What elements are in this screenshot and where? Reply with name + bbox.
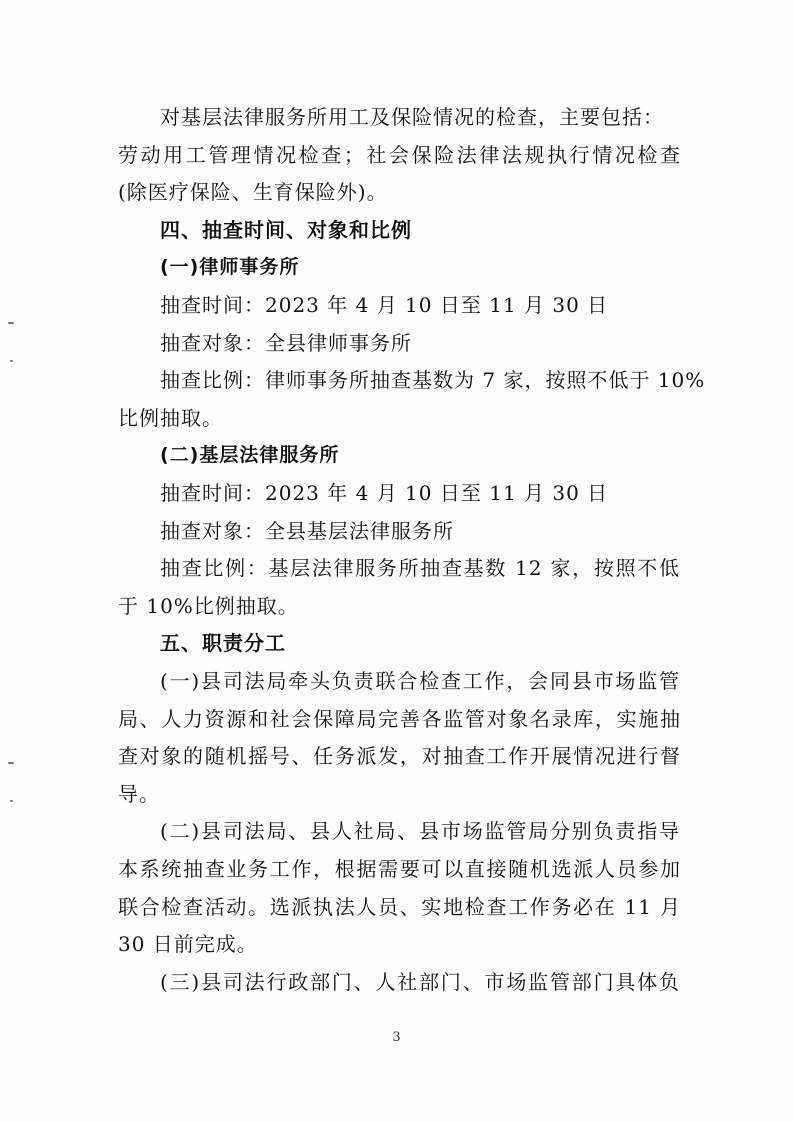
text-line: 抽查对象：全县基层法律服务所 bbox=[160, 518, 454, 543]
scan-mark bbox=[8, 322, 14, 324]
page-number: 3 bbox=[392, 1030, 401, 1045]
text-line: 联合检查活动。选派执法人员、实地检查工作务必在 11 月 bbox=[118, 894, 681, 919]
subsection-heading: (二)基层法律服务所 bbox=[160, 444, 340, 467]
text-line: 本系统抽查业务工作，根据需要可以直接随机选派人员参加 bbox=[118, 857, 681, 881]
text-line: 抽查对象：全县律师事务所 bbox=[160, 330, 412, 355]
subsection-heading: (一)律师事务所 bbox=[160, 256, 300, 279]
text-line: 抽查比例：基层法律服务所抽查基数 12 家，按照不低 bbox=[160, 556, 680, 581]
text-line: 比例抽取。 bbox=[118, 405, 223, 430]
scan-mark bbox=[10, 800, 13, 802]
text-line: 对基层法律服务所用工及保险情况的检查，主要包括： bbox=[160, 105, 664, 129]
text-line: (二)县司法局、县人社局、县市场监管局分别负责指导 bbox=[160, 819, 680, 844]
text-line: 局、人力资源和社会保障局完善各监管对象名录库，实施抽 bbox=[118, 706, 681, 731]
text-line: (除医疗保险、生育保险外)。 bbox=[118, 180, 388, 205]
scan-mark bbox=[10, 360, 13, 362]
text-line: 抽查比例：律师事务所抽查基数为 7 家，按照不低于 10% bbox=[160, 368, 706, 393]
text-line: 抽查时间：2023 年 4 月 10 日至 11 月 30 日 bbox=[160, 481, 609, 505]
text-line: 于 10%比例抽取。 bbox=[118, 593, 299, 618]
text-line: (三)县司法行政部门、人社部门、市场监管部门具体负 bbox=[160, 969, 680, 994]
section-heading: 五、职责分工 bbox=[160, 631, 286, 656]
section-heading: 四、抽查时间、对象和比例 bbox=[160, 217, 412, 242]
text-line: 导。 bbox=[118, 781, 160, 806]
text-line: (一)县司法局牵头负责联合检查工作，会同县市场监管 bbox=[160, 669, 680, 693]
text-line: 查对象的随机摇号、任务派发，对抽查工作开展情况进行督 bbox=[118, 744, 681, 769]
text-line: 抽查时间：2023 年 4 月 10 日至 11 月 30 日 bbox=[160, 293, 609, 317]
text-line: 30 日前完成。 bbox=[118, 932, 258, 957]
scan-mark bbox=[8, 762, 14, 764]
text-line: 劳动用工管理情况检查；社会保险法律法规执行情况检查 bbox=[118, 142, 681, 167]
